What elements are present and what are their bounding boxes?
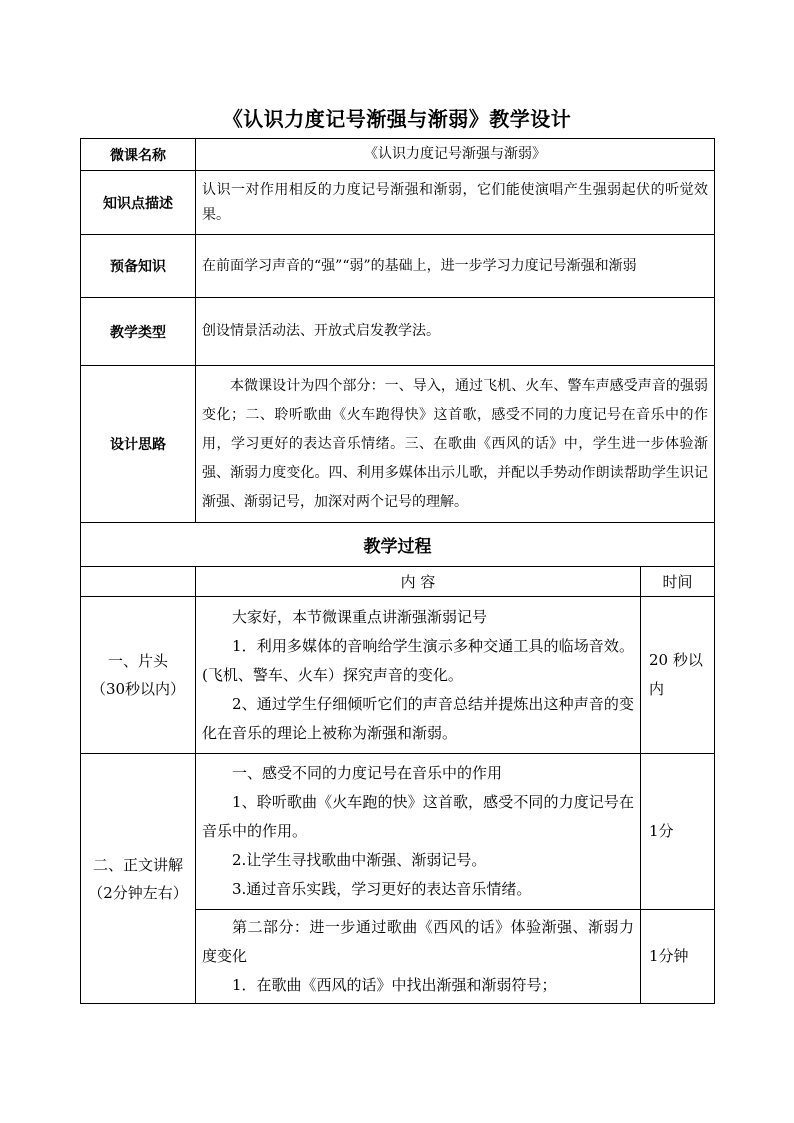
segment-time: 1分钟 (641, 910, 715, 1004)
info-label: 教学类型 (81, 298, 196, 366)
process-heading-row (81, 523, 715, 567)
section-heading: 教学过程 (81, 523, 715, 567)
segment-time: 20 秒以内 (641, 597, 715, 754)
segment-main-row-1 (81, 754, 715, 910)
content-paragraph: 1、聆听歌曲《火车跑的快》这首歌，感受不同的力度记号在音乐中的作用。 (202, 793, 634, 840)
lesson-plan-table (80, 138, 715, 1004)
segment-duration: （30秒以内） (90, 680, 186, 698)
content-paragraph: 1．利用多媒体的音响给学生演示多种交通工具的临场音效。(飞机、警车、火车）探究声音的变化。 (202, 636, 634, 684)
segment-title: 一、片头 (107, 652, 168, 670)
segment-content (196, 754, 641, 910)
content-paragraph: 一、感受不同的力度记号在音乐中的作用 (232, 764, 503, 782)
info-row-knowledge (81, 171, 715, 235)
content-paragraph: 大家好，本节微课重点讲渐强渐弱记号 (232, 607, 488, 626)
column-header-time: 时间 (641, 567, 715, 597)
segment-intro-row (81, 597, 715, 754)
document-title: 《认识力度记号渐强与渐弱》教学设计 (222, 107, 572, 131)
info-row-design-idea (81, 366, 715, 523)
info-row-teaching-type (81, 298, 715, 366)
info-value: 在前面学习声音的“强”“弱”的基础上，进一步学习力度记号渐强和渐弱 (196, 235, 715, 298)
info-value: 《认识力度记号渐强与渐弱》 (196, 139, 715, 171)
info-row-course-name (81, 139, 715, 171)
content-paragraph: 第二部分：进一步通过歌曲《西风的话》体验渐强、渐弱力度变化 (202, 918, 634, 965)
content-paragraph: 1．在歌曲《西风的话》中找出渐强和渐弱符号； (232, 976, 557, 994)
info-row-prerequisite (81, 235, 715, 298)
info-label: 微课名称 (81, 139, 196, 171)
segment-label (81, 754, 196, 1004)
info-value: 本微课设计为四个部分：一、导入，通过飞机、火车、警车声感受声音的强弱变化；二、聆听歌曲《火车跑得快》这首歌，感受不同的力度记号在音乐中的作用，学习更好的表达音乐情绪。三、在歌曲《西风的话》中，学生进一步体验渐强、渐弱力度变化。四、利用多媒体出示儿歌，并配以手势动作朗读帮助学生识记渐强、渐弱记号，加深对两个记号的理解。 (202, 377, 708, 510)
info-value: 认识一对作用相反的力度记号渐强和渐弱，它们能使演唱产生强弱起伏的听觉效果。 (196, 171, 715, 235)
content-paragraph: 3.通过音乐实践，学习更好的表达音乐情绪。 (232, 880, 532, 898)
process-header-row (81, 567, 715, 597)
column-header-content: 内 容 (196, 567, 641, 597)
content-paragraph: 2、通过学生仔细倾听它们的声音总结并提炼出这种声音的变化在音乐的理论上被称为渐强和渐弱。 (202, 694, 634, 742)
info-value: 创设情景活动法、开放式启发教学法。 (196, 298, 715, 366)
segment-time: 1分 (641, 754, 715, 910)
info-label: 知识点描述 (81, 171, 196, 235)
content-paragraph: 2.让学生寻找歌曲中渐强、渐弱记号。 (232, 851, 487, 869)
segment-content (196, 910, 641, 1004)
segment-label (81, 597, 196, 754)
segment-title: 二、正文讲解 (92, 855, 183, 874)
info-label: 设计思路 (81, 366, 196, 523)
empty-header-cell (81, 567, 196, 597)
segment-content (196, 597, 641, 754)
info-label: 预备知识 (81, 235, 196, 298)
segment-duration: （2分钟左右） (88, 883, 188, 902)
